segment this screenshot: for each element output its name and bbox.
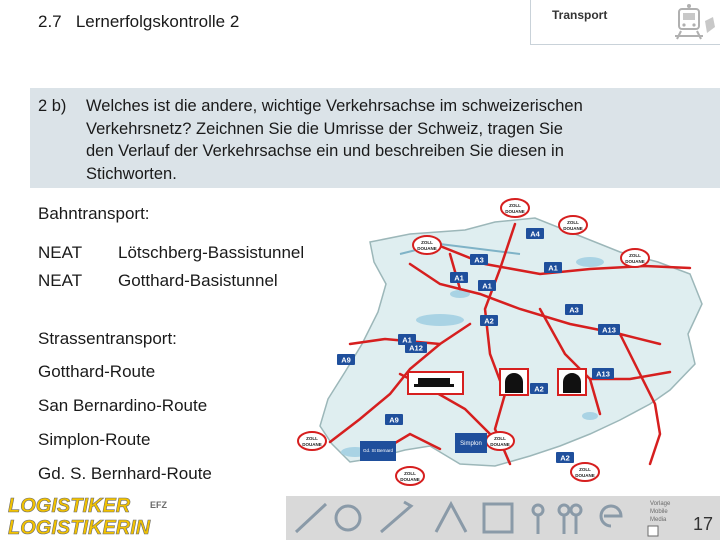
motorway-label: A13 xyxy=(602,325,616,335)
rail-heading: Bahntransport: xyxy=(38,204,150,223)
simplon-sign xyxy=(455,433,487,453)
section-number: 2.7 xyxy=(38,12,62,31)
toll-label: DOUANE xyxy=(575,473,595,478)
category-label: Transport xyxy=(552,8,608,22)
car-train-icon xyxy=(408,372,463,394)
svg-text:Mobile: Mobile xyxy=(650,509,668,515)
motorway-label: A3 xyxy=(474,255,484,265)
rail-item-label: NEAT xyxy=(38,243,83,262)
tunnel-icon xyxy=(500,369,528,395)
motorway-label: A1 xyxy=(482,281,492,291)
page-number: 17 xyxy=(693,514,714,534)
logistiker-logo xyxy=(0,492,290,540)
footer-icon-strip xyxy=(286,496,720,540)
road-route: Gotthard-Route xyxy=(38,362,156,381)
toll-label: DOUANE xyxy=(490,442,510,447)
motorway-label: A1 xyxy=(548,263,558,273)
task-number: 2 b) xyxy=(38,97,67,115)
wrench-icon xyxy=(381,502,411,532)
rail-item-name: Lötschberg-Bassistunnel xyxy=(118,243,305,262)
motorway-label: A3 xyxy=(569,305,579,315)
motorway-label: A9 xyxy=(389,415,399,425)
people-icon xyxy=(559,505,569,515)
box-icon xyxy=(484,504,512,532)
gear-icon xyxy=(336,506,360,530)
motorway-label: A2 xyxy=(560,453,570,463)
task-question xyxy=(38,95,710,185)
motorway-label: A2 xyxy=(534,384,544,394)
motorway-label: A1 xyxy=(402,335,412,345)
switzerland-transport-map xyxy=(290,194,720,494)
compass-icon xyxy=(436,504,466,532)
task-line: Welches ist die andere, wichtige Verkehrsachse im schweizerischen xyxy=(86,97,583,115)
toll-label: DOUANE xyxy=(625,259,645,264)
toll-label: ZOLL xyxy=(494,436,506,441)
e-learning-icon xyxy=(601,506,621,526)
section-title: Lernerfolgskontrolle 2 xyxy=(75,12,240,31)
toll-label: ZOLL xyxy=(579,467,591,472)
page-title xyxy=(38,12,239,32)
road-route: Simplon-Route xyxy=(38,430,151,449)
toll-label: ZOLL xyxy=(509,203,521,208)
toll-label: ZOLL xyxy=(404,471,416,476)
tunnel-icon xyxy=(558,369,586,395)
motorway-label: A13 xyxy=(596,369,610,379)
rail-item-name: Gotthard-Basistunnel xyxy=(118,271,278,290)
task-line: Stichworten. xyxy=(86,164,177,183)
toll-label: DOUANE xyxy=(505,209,525,214)
toll-label: ZOLL xyxy=(306,436,318,441)
svg-text:LOGISTIKER: LOGISTIKER xyxy=(8,495,131,517)
toll-label: ZOLL xyxy=(567,220,579,225)
person-icon xyxy=(533,505,543,515)
svg-text:Simplon: Simplon xyxy=(460,441,482,447)
toll-label: DOUANE xyxy=(417,246,437,251)
gd-st-bernard-sign xyxy=(360,441,396,461)
tool-icon xyxy=(296,504,326,532)
motorway-label: A12 xyxy=(409,343,423,353)
toll-label: DOUANE xyxy=(563,226,583,231)
motorway-label: A1 xyxy=(454,273,464,283)
motorway-label: A2 xyxy=(484,316,494,326)
toll-label: DOUANE xyxy=(400,477,420,482)
road-route: San Bernardino-Route xyxy=(38,396,208,415)
task-line: den Verlauf der Verkehrsachse ein und beschreiben Sie diesen in xyxy=(86,142,564,160)
svg-text:Vorlage: Vorlage xyxy=(650,501,671,507)
toll-label: ZOLL xyxy=(629,253,641,258)
train-icon xyxy=(675,3,717,43)
toll-label: DOUANE xyxy=(302,442,322,447)
road-route: Gd. S. Bernhard-Route xyxy=(38,464,212,483)
task-line: Verkehrsnetz? Zeichnen Sie die Umrisse der Schweiz, tragen Sie xyxy=(86,119,563,138)
svg-text:LOGISTIKERIN: LOGISTIKERIN xyxy=(8,517,151,539)
svg-text:Media: Media xyxy=(650,517,667,523)
media-icon xyxy=(648,526,658,536)
rail-item-label: NEAT xyxy=(38,271,83,290)
road-heading: Strassentransport: xyxy=(38,329,177,348)
toll-label: ZOLL xyxy=(421,240,433,245)
motorway-label: A4 xyxy=(530,229,540,239)
motorway-label: A9 xyxy=(341,355,351,365)
svg-text:EFZ: EFZ xyxy=(150,500,167,510)
svg-text:Gd. St Bernard: Gd. St Bernard xyxy=(362,448,394,453)
